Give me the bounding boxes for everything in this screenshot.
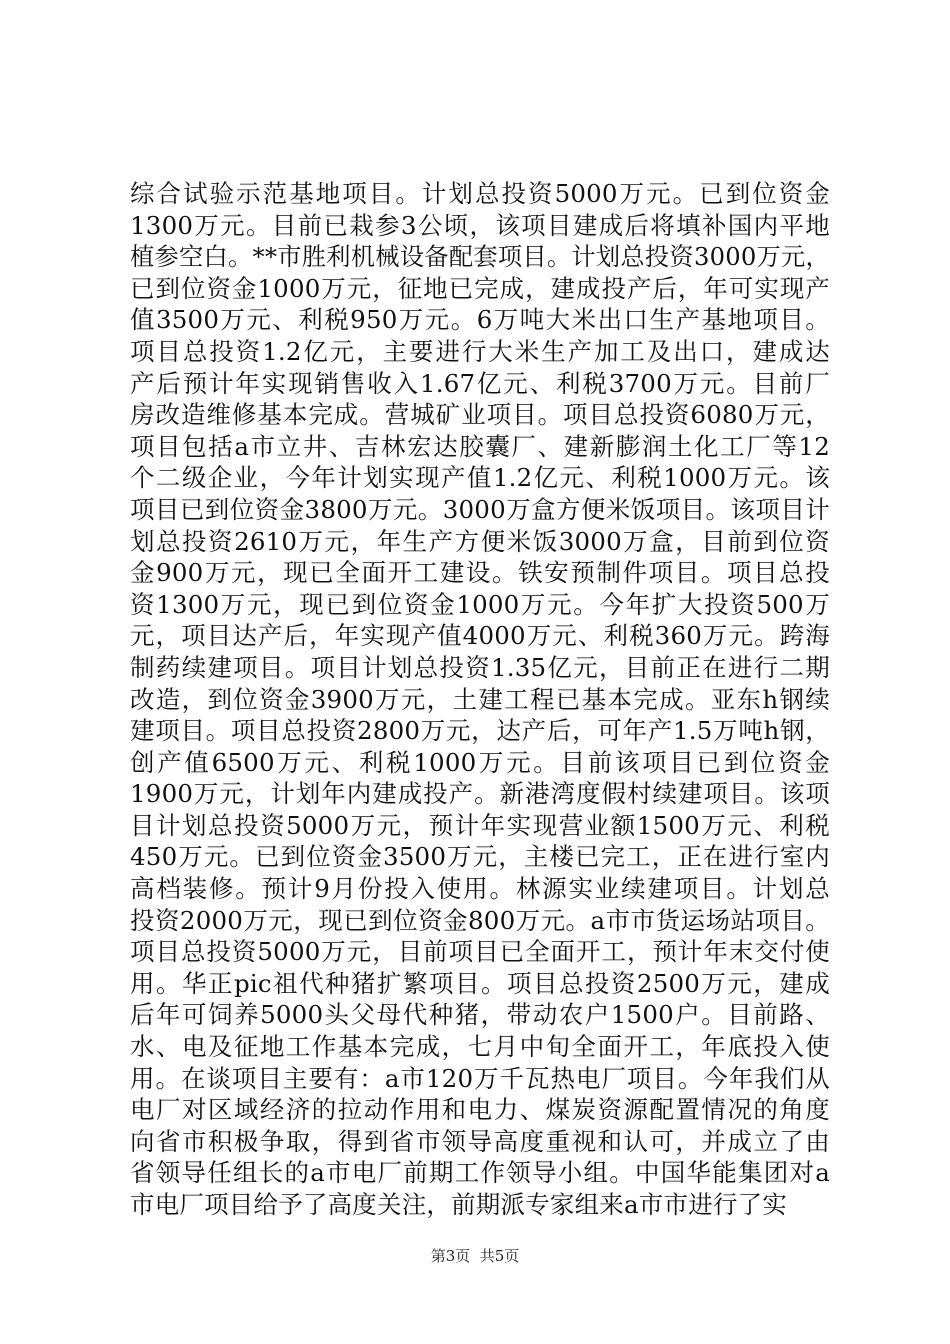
text-line: 后年可饲养5000头父母代种猪，带动农户1500户。目前路、 (130, 1000, 830, 1030)
text-line: 元，项目达产后，年实现产值4000万元、利税360万元。跨海 (130, 621, 830, 651)
text-line: 投资2000万元，现已到位资金800万元。a市市货运场站项目。 (130, 905, 830, 935)
text-line: 资1300万元，现已到位资金1000万元。今年扩大投资500万 (130, 589, 830, 619)
text-line: 用。华正pic祖代种猪扩繁项目。项目总投资2500万元，建成 (130, 968, 830, 998)
text-line: 房改造维修基本完成。营城矿业项目。项目总投资6080万元， (130, 400, 830, 430)
text-line: 项目包括a市立井、吉林宏达胶囊厂、建新膨润土化工厂等12 (130, 431, 830, 461)
text-line: 建项目。项目总投资2800万元，达产后，可年产1.5万吨h钢， (130, 716, 830, 746)
text-line: 1900万元，计划年内建成投产。新港湾度假村续建项目。该项 (130, 779, 830, 809)
text-line: 综合试验示范基地项目。计划总投资5000万元。已到位资金 (130, 179, 830, 208)
text-line: 水、电及征地工作基本完成，七月中旬全面开工，年底投入使 (130, 1032, 830, 1062)
text-line: 电厂对区域经济的拉动作用和电力、煤炭资源配置情况的角度 (130, 1095, 830, 1125)
body-text (130, 178, 830, 1221)
text-line: 制药续建项目。项目计划总投资1.35亿元，目前正在进行二期 (130, 652, 830, 682)
text-line: 目计划总投资5000万元，预计年实现营业额1500万元、利税 (130, 810, 830, 840)
text-line: 已到位资金1000万元，征地已完成，建成投产后，年可实现产 (130, 273, 830, 303)
text-line: 金900万元，现已全面开工建设。铁安预制件项目。项目总投 (130, 558, 830, 588)
text-line: 高档装修。预计9月份投入使用。林源实业续建项目。计划总 (130, 874, 830, 904)
text-line: 向省市积极争取，得到省市领导高度重视和认可，并成立了由 (130, 1126, 830, 1156)
text-line: 个二级企业，今年计划实现产值1.2亿元、利税1000万元。该 (130, 463, 830, 493)
page-indicator: 第3页 共5页 (430, 1247, 520, 1265)
text-line: 值3500万元、利税950万元。6万吨大米出口生产基地项目。 (130, 305, 830, 335)
text-line: 1300万元。目前已栽参3公顷，该项目建成后将填补国内平地 (130, 210, 830, 240)
text-line: 改造，到位资金3900万元，土建工程已基本完成。亚东h钢续 (130, 684, 830, 714)
text-line: 创产值6500万元、利税1000万元。目前该项目已到位资金 (130, 747, 830, 777)
text-line: 市电厂项目给予了高度关注，前期派专家组来a市市进行了实 (130, 1190, 788, 1219)
text-line: 植参空白。**市胜利机械设备配套项目。计划总投资3000万元， (130, 242, 830, 272)
page-footer (0, 1246, 950, 1266)
text-line: 项目总投资5000万元，目前项目已全面开工，预计年末交付使 (130, 937, 830, 967)
text-line: 省领导任组长的a市电厂前期工作领导小组。中国华能集团对a (130, 1158, 830, 1188)
text-line: 划总投资2610万元，年生产方便米饭3000万盒，目前到位资 (130, 526, 830, 556)
text-line: 产后预计年实现销售收入1.67亿元、利税3700万元。目前厂 (130, 368, 830, 398)
text-line: 项目已到位资金3800万元。3000万盒方便米饭项目。该项目计 (130, 494, 830, 524)
text-line: 项目总投资1.2亿元，主要进行大米生产加工及出口，建成达 (130, 336, 830, 366)
text-line: 用。在谈项目主要有：a市120万千瓦热电厂项目。今年我们从 (130, 1063, 830, 1093)
text-line: 450万元。已到位资金3500万元，主楼已完工，正在进行室内 (130, 842, 830, 872)
